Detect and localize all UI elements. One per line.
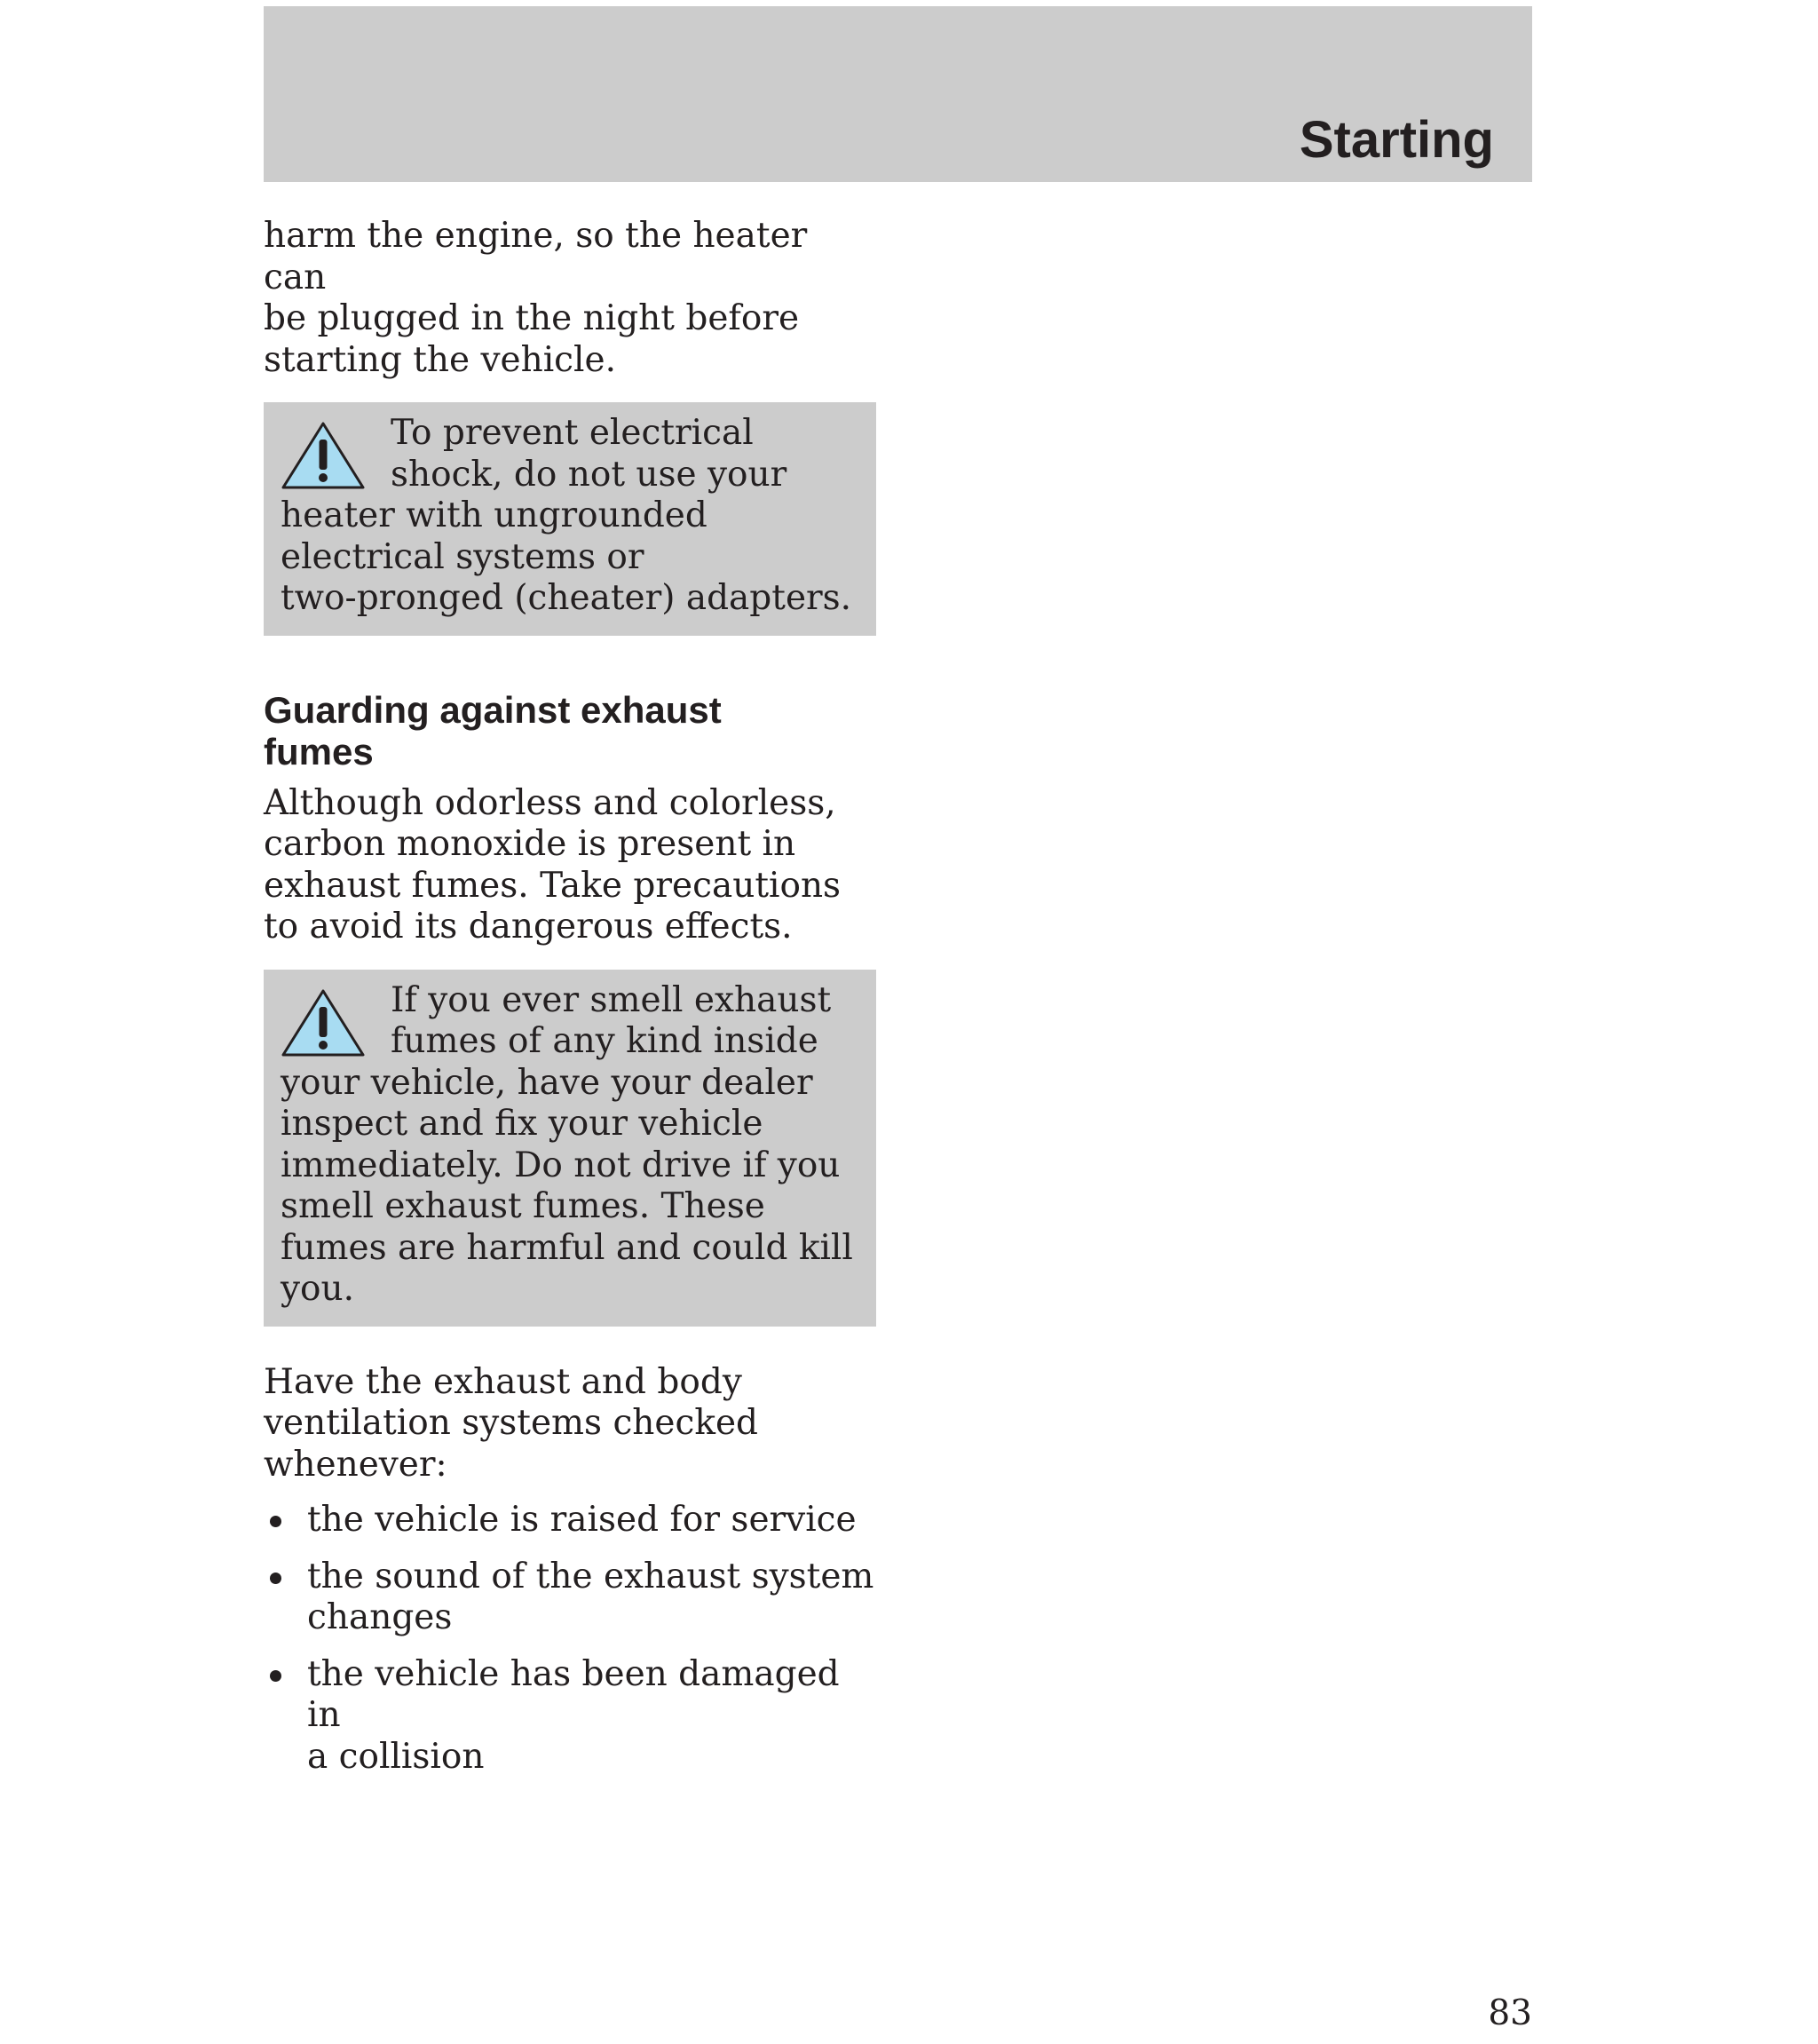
warning-box-exhaust <box>264 970 876 1327</box>
bullet-icon <box>270 1573 281 1584</box>
warning-text-exhaust: If you ever smell exhaust fumes of any kind inside your vehicle, have your dealer inspect and fix your vehicle immediately. Do not drive if you smell exhaust fumes. These fumes are harmful and could kill you. <box>281 979 853 1309</box>
list-item <box>264 1557 876 1639</box>
list-item-text: the vehicle is raised for service <box>307 1500 857 1540</box>
warning-triangle-icon <box>281 987 366 1058</box>
carbon-monoxide-paragraph: Although odorless and colorless, carbon monoxide is present in exhaust fumes. Take precautions to avoid its dangerous effects. <box>264 782 842 947</box>
list-item-text: the vehicle has been damaged in a collision <box>307 1653 840 1777</box>
main-column <box>264 216 876 1793</box>
warning-text-electrical: To prevent electrical shock, do not use your heater with ungrounded electrical systems or two-pronged (cheater) adapters. <box>281 413 852 618</box>
section-title: Starting <box>1299 111 1494 169</box>
header-band <box>264 6 1532 182</box>
section-heading: Guarding against exhaust fumes <box>264 688 722 772</box>
list-item <box>264 1654 876 1779</box>
page-number: 83 <box>1488 1993 1532 2033</box>
inspection-paragraph: Have the exhaust and body ventilation systems checked whenever: <box>264 1361 759 1485</box>
list-item-text: the sound of the exhaust system changes <box>307 1556 874 1637</box>
bullet-icon <box>270 1670 281 1682</box>
warning-box-electrical <box>264 402 876 636</box>
list-item <box>264 1500 876 1541</box>
intro-paragraph: harm the engine, so the heater can be plugged in the night before starting the vehicle. <box>264 216 808 380</box>
warning-triangle-icon <box>281 420 366 491</box>
bullet-icon <box>270 1516 281 1527</box>
inspection-bullet-list <box>264 1500 876 1778</box>
